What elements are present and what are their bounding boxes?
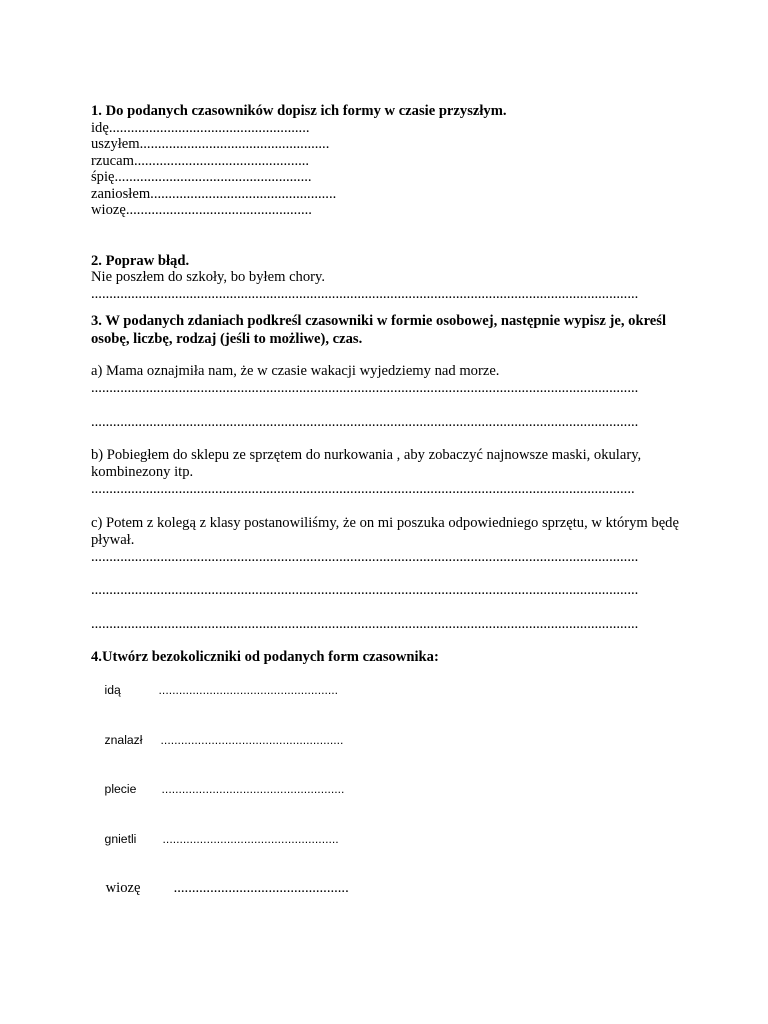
section3-c-answer-line: ...................................................................................................................................................... (91, 615, 639, 632)
section1-item: wiozę................................................... (91, 202, 312, 218)
section2-sentence: Nie poszłem do szkoły, bo byłem chory. (91, 269, 325, 285)
section3-sentence-b: b) Pobiegłem do sklepu ze sprzętem do nurkowania , aby zobaczyć najnowsze maski, okulary, kombinezony itp. (91, 447, 642, 480)
section1-item: idę....................................................... (91, 119, 310, 136)
section3-sentence-a: a) Mama oznajmiła nam, że w czasie wakacji wyjedziemy nad morze. (91, 363, 500, 379)
section4-word: idą (104, 683, 121, 697)
section2-answer-line: ...................................................................................................................................................... (91, 285, 639, 302)
section4-word: znalazł (104, 732, 143, 747)
section3-c-answer-line: ...................................................................................................................................................... (91, 548, 639, 565)
section3-a-answer-line: ...................................................................................................................................................... (91, 413, 639, 430)
section4-dots: ................................................ (173, 880, 349, 896)
section3-sentence-c: c) Potem z kolegą z klasy postanowiliśmy, że on mi poszuka odpowiedniego sprzętu, w którym będę pływał. (91, 514, 679, 548)
section1-item: śpię...................................................... (91, 169, 312, 185)
section4-item (91, 814, 681, 864)
section4-word: gnietli (104, 831, 137, 846)
section3-a-answer-line: ...................................................................................................................................................... (91, 380, 639, 396)
section1-item: rzucam................................................ (91, 152, 310, 169)
section2-heading: 2. Popraw błąd. (91, 252, 190, 269)
section4-item (91, 715, 681, 765)
section1-item: zaniosłem................................................... (91, 185, 337, 202)
section4-dots: .................................................... (162, 831, 339, 846)
section4-item (91, 666, 681, 716)
section3-heading: 3. W podanych zdaniach podkreśl czasowniki w formie osobowej, następnie wypisz je, określ osobę, liczbę, rodzaj (jeśli to możliwe), czas. (91, 313, 667, 347)
worksheet (91, 103, 681, 913)
section4-dots: ..................................................... (158, 683, 339, 697)
section3-c-answer-line: ...................................................................................................................................................... (91, 582, 639, 598)
section4-item (91, 864, 681, 914)
section4-heading: 4.Utwórz bezokoliczniki od podanych form czasownika: (91, 649, 439, 665)
section4-word: wiozę (105, 880, 141, 896)
section4-item (91, 765, 681, 815)
section4-dots: ...................................................... (160, 732, 344, 747)
section1-heading: 1. Do podanych czasowników dopisz ich formy w czasie przyszłym. (91, 103, 507, 119)
section3-b-answer-line: ..................................................................................................................................................... (91, 481, 635, 497)
section1-item: uszyłem.................................................... (91, 136, 330, 152)
section4-word: plecie (104, 782, 137, 796)
section4-dots: ...................................................... (161, 782, 345, 796)
